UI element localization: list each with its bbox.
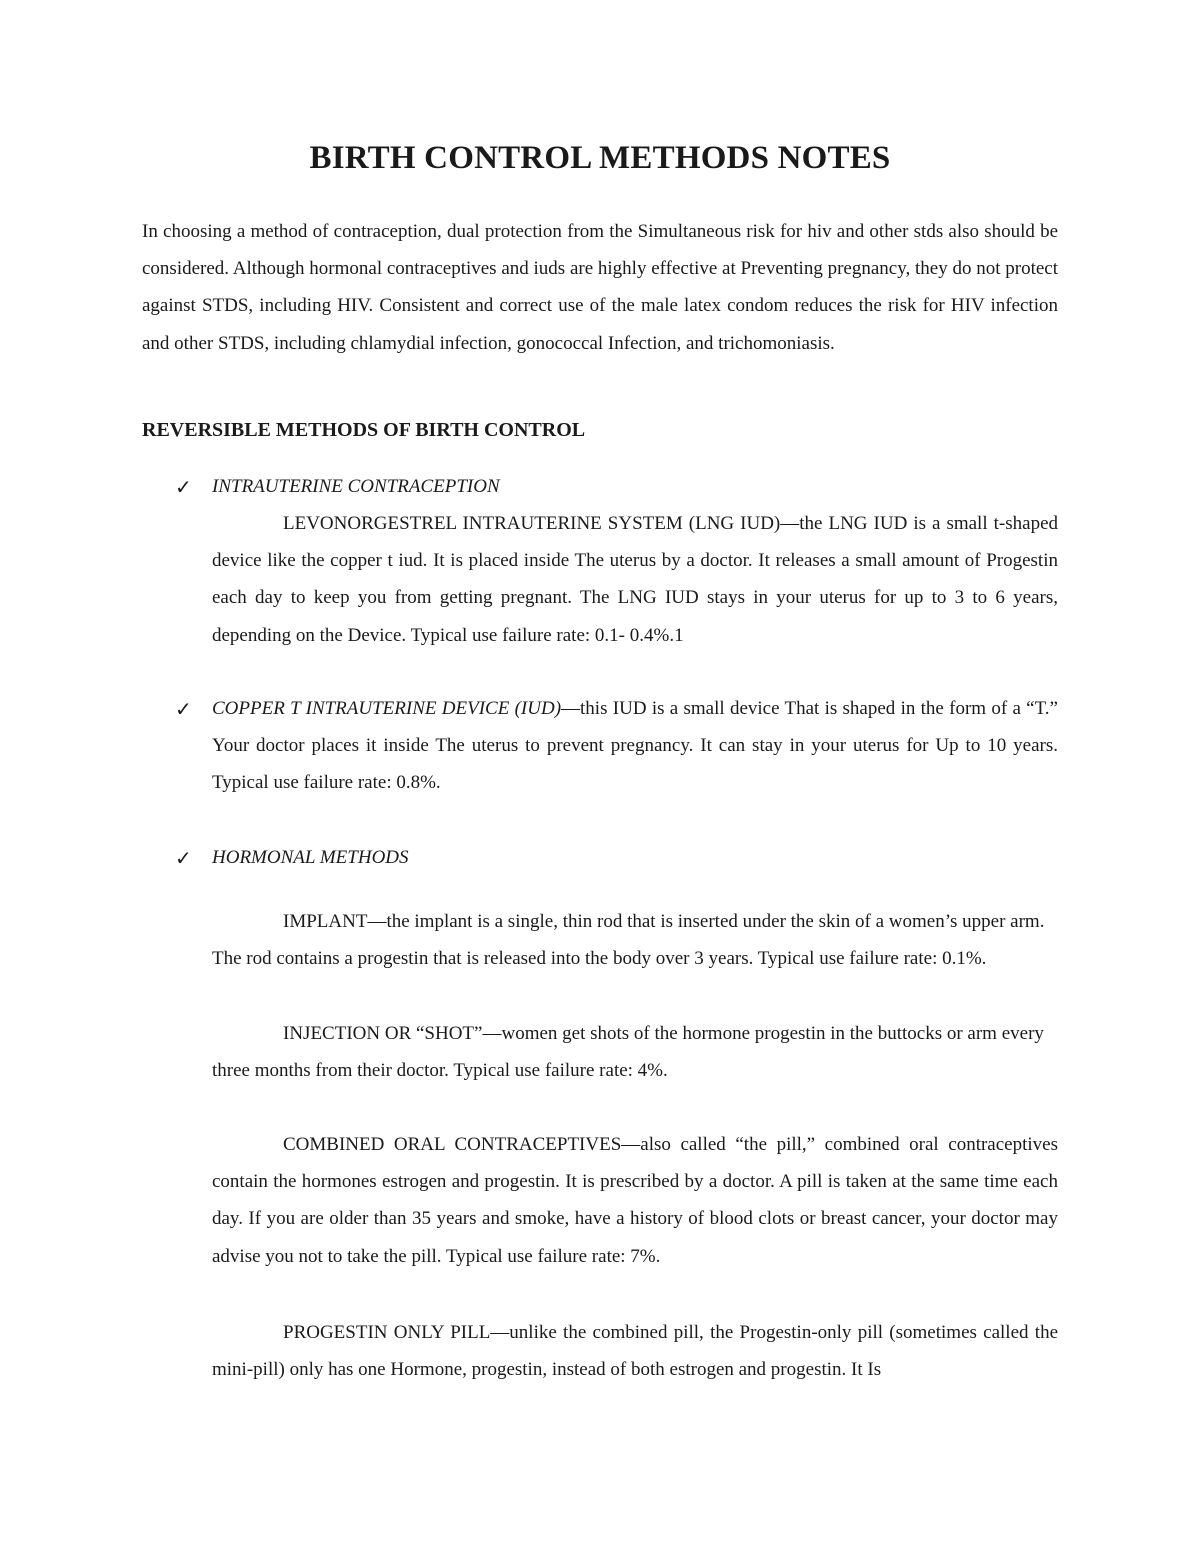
intro-paragraph: In choosing a method of contraception, dual protection from the Simultaneous risk for hiv and other stds also should be considered. Although hormonal contraceptives and iuds are highly effective at Preventing pregnancy, they do not protect against STDS, including HIV. Consistent and correct use of the male latex condom reduces the risk for HIV infection and other STDS, including chlamydial infection, gonococcal Infection, and trichomoniasis. [142, 221, 1058, 354]
item-text-lng-iud: LEVONORGESTREL INTRAUTERINE SYSTEM (LNG IUD)—the LNG IUD is a small t-shaped device like the copper t iud. It is placed inside The uterus by a doctor. It releases a small amount of Progestin each day to keep you from getting pregnant. The LNG IUD stays in your uterus for up to 3 to 6 years, depending on the Device. Typical use failure rate: 0.1- 0.4%.1 [212, 513, 1058, 646]
item-text-copper-iud: —this IUD is a small device That is shaped in the form of a “T.” Your doctor places it inside The uterus to prevent pregnancy. It can stay in your uterus for Up to 10 years. Typical use failure rate: 0.8%. [212, 698, 1058, 794]
item-title-hormonal: HORMONAL METHODS [212, 847, 409, 868]
checkmark-icon: ✓ [175, 477, 192, 499]
item-title-copper-iud: COPPER T INTRAUTERINE DEVICE (IUD) [212, 698, 562, 719]
item-copper-iud [212, 690, 1058, 802]
checkmark-icon: ✓ [175, 699, 192, 721]
paragraph-injection: INJECTION OR “SHOT”—women get shots of the hormone progestin in the buttocks or arm every three months from their doctor. Typical use failure rate: 4%. [212, 1023, 1044, 1082]
page-title: BIRTH CONTROL METHODS NOTES [309, 140, 891, 176]
item-title-intrauterine: INTRAUTERINE CONTRACEPTION [212, 476, 500, 497]
checkmark-icon: ✓ [175, 848, 192, 870]
paragraph-progestin-only: PROGESTIN ONLY PILL—unlike the combined pill, the Progestin-only pill (sometimes called the mini-pill) only has one Hormone, progestin, instead of both estrogen and progestin. It Is [212, 1322, 1058, 1381]
section-heading: REVERSIBLE METHODS OF BIRTH CONTROL [142, 419, 586, 441]
paragraph-combined-pill: COMBINED ORAL CONTRACEPTIVES—also called “the pill,” combined oral contraceptives contain the hormones estrogen and progestin. It is prescribed by a doctor. A pill is taken at the same time each day. If you are older than 35 years and smoke, have a history of blood clots or breast cancer, your doctor may advise you not to take the pill. Typical use failure rate: 7%. [212, 1134, 1058, 1267]
paragraph-implant: IMPLANT—the implant is a single, thin rod that is inserted under the skin of a women’s upper arm. The rod contains a progestin that is released into the body over 3 years. Typical use failure rate: 0.1%. [212, 911, 1045, 970]
